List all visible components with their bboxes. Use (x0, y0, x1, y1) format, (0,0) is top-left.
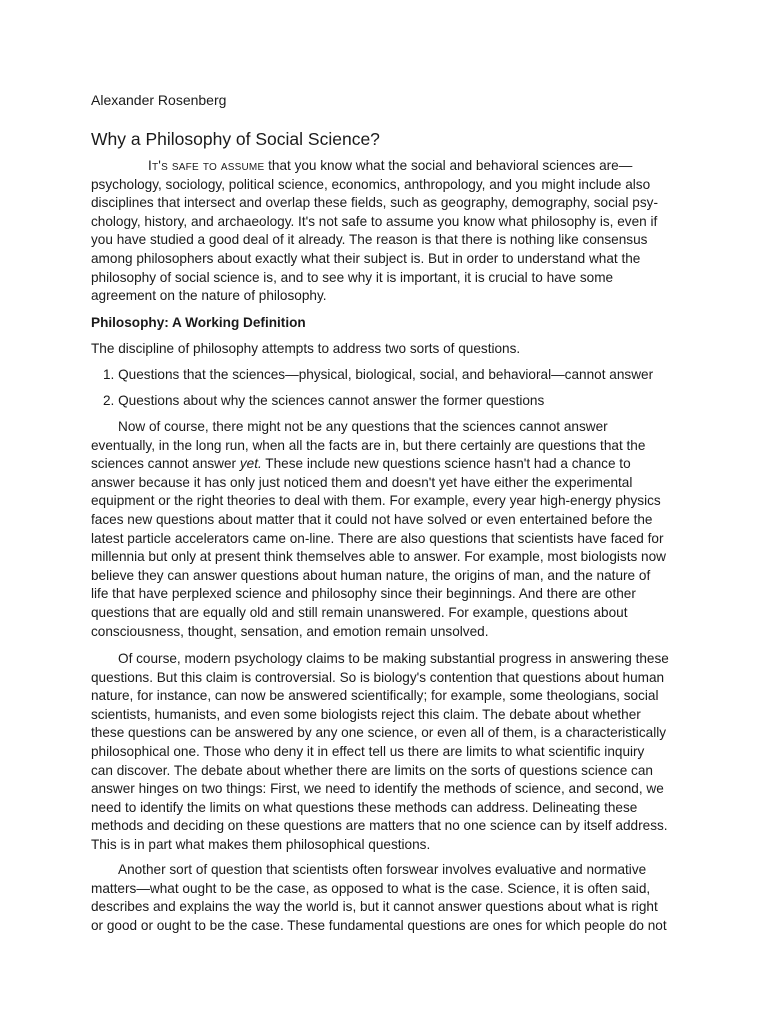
paragraph-line: or good or ought to be the case. These fundamental questions are ones for which people do not (91, 917, 667, 933)
paragraph-line-text: that you know what the social and behavioral sciences are— (264, 158, 633, 173)
paragraph-line: eventually, in the long run, when all the facts are in, but there certainly are questions that the (91, 437, 646, 453)
list-item: 1. Questions that the sciences—physical, biological, social, and behavioral—cannot answer (103, 367, 654, 382)
paragraph-1 (91, 157, 681, 306)
paragraph-line: need to identify the limits on what questions these methods can address. Delineating these (91, 799, 638, 815)
paragraph-line: nature, for instance, can now be answered scientifically; for example, some theologians, social (91, 688, 659, 704)
paragraph-line: answer hinges on two things: First, we need to identify the methods of science, and second, we (91, 781, 664, 797)
paragraph-line: methods and deciding on these questions are matters that no one science can by itself address. (91, 818, 668, 834)
author-name: Alexander Rosenberg (91, 92, 227, 108)
paragraph-line: equipment or the right theories to deal with them. For example, every year high-energy physics (91, 493, 661, 509)
paragraph-line (91, 455, 681, 474)
paragraph-line: scientists, humanists, and even some biologists reject this claim. The debate about whether (91, 706, 641, 722)
paragraph-line: chology, history, and archaeology. It's not safe to assume you know what philosophy is, even if (91, 213, 658, 229)
paragraph-line: describes and explains the way the world is, but it cannot answer questions about what is right (91, 899, 658, 915)
emphasis-yet: yet. (239, 456, 262, 472)
chapter-title: Why a Philosophy of Social Science? (91, 129, 380, 149)
paragraph-4 (91, 861, 681, 935)
paragraph-line-text: sciences cannot answer (91, 456, 240, 472)
paragraph-2 (91, 418, 681, 641)
paragraph-line: psychology, sociology, political science, economics, anthropology, and you might include also (91, 176, 651, 192)
paragraph-line (91, 157, 681, 176)
paragraph-line: philosophy of social science is, and to see why it is important, it is crucial to have some (91, 269, 614, 285)
paragraph-line: millennia but only at present think themselves able to answer. For example, most biologists now (91, 549, 666, 565)
paragraph-line: among philosophers about exactly what their subject is. But in order to understand what the (91, 250, 641, 266)
paragraph-line: faces new questions about matter that it could not have solved or even entertained before the (91, 511, 653, 527)
list-item: 2. Questions about why the sciences cannot answer the former questions (103, 393, 545, 408)
paragraph-line: can discover. The debate about whether there are limits on the sorts of questions science can (91, 762, 653, 778)
paragraph-line: Of course, modern psychology claims to be making substantial progress in answering these (118, 651, 669, 666)
paragraph-line: latest particle accelerators came on-line. There are also questions that scientists have faced for (91, 530, 664, 546)
paragraph-line: believe they can answer questions about human nature, the origins of man, and the nature of (91, 567, 651, 583)
opening-smallcaps: It's safe to assume (148, 158, 265, 173)
paragraph-line: answer because it has only just noticed them and doesn't yet have either the experimental (91, 474, 633, 490)
paragraph-line-text: These include new questions science hasn't had a chance to (261, 456, 631, 472)
paragraph-line: you have studied a good deal of it already. The reason is that there is nothing like consensus (91, 232, 648, 248)
paragraph-line: philosophical one. Those who deny it in effect tell us there are limits to what scientific inquiry (91, 743, 645, 759)
paragraph-line: Now of course, there might not be any questions that the sciences cannot answer (118, 419, 608, 434)
section-intro: The discipline of philosophy attempts to address two sorts of questions. (91, 341, 521, 356)
paragraph-line: questions that are equally old and still remain unanswered. For example, questions about (91, 604, 628, 620)
paragraph-line: consciousness, thought, sensation, and emotion remain unsolved. (91, 623, 489, 639)
paragraph-line: matters—what ought to be the case, as opposed to what is the case. Science, it is often said, (91, 880, 651, 896)
paragraph-line: questions. But this claim is controversial. So is biology's contention that questions about human (91, 669, 665, 685)
paragraph-line: these questions can be answered by any one science, or even all of them, is a characteristically (91, 725, 667, 741)
paragraph-line: life that have perplexed science and philosophy since their beginnings. And there are other (91, 586, 636, 602)
paragraph-line: agreement on the nature of philosophy. (91, 288, 327, 304)
paragraph-line: Another sort of question that scientists often forswear involves evaluative and normative (118, 862, 647, 877)
paragraph-line: disciplines that intersect and overlap these fields, such as geography, demography, social psy- (91, 195, 658, 211)
section-heading: Philosophy: A Working Definition (91, 315, 306, 330)
paragraph-line: This is in part what makes them philosophical questions. (91, 836, 431, 852)
paragraph-3 (91, 650, 681, 855)
